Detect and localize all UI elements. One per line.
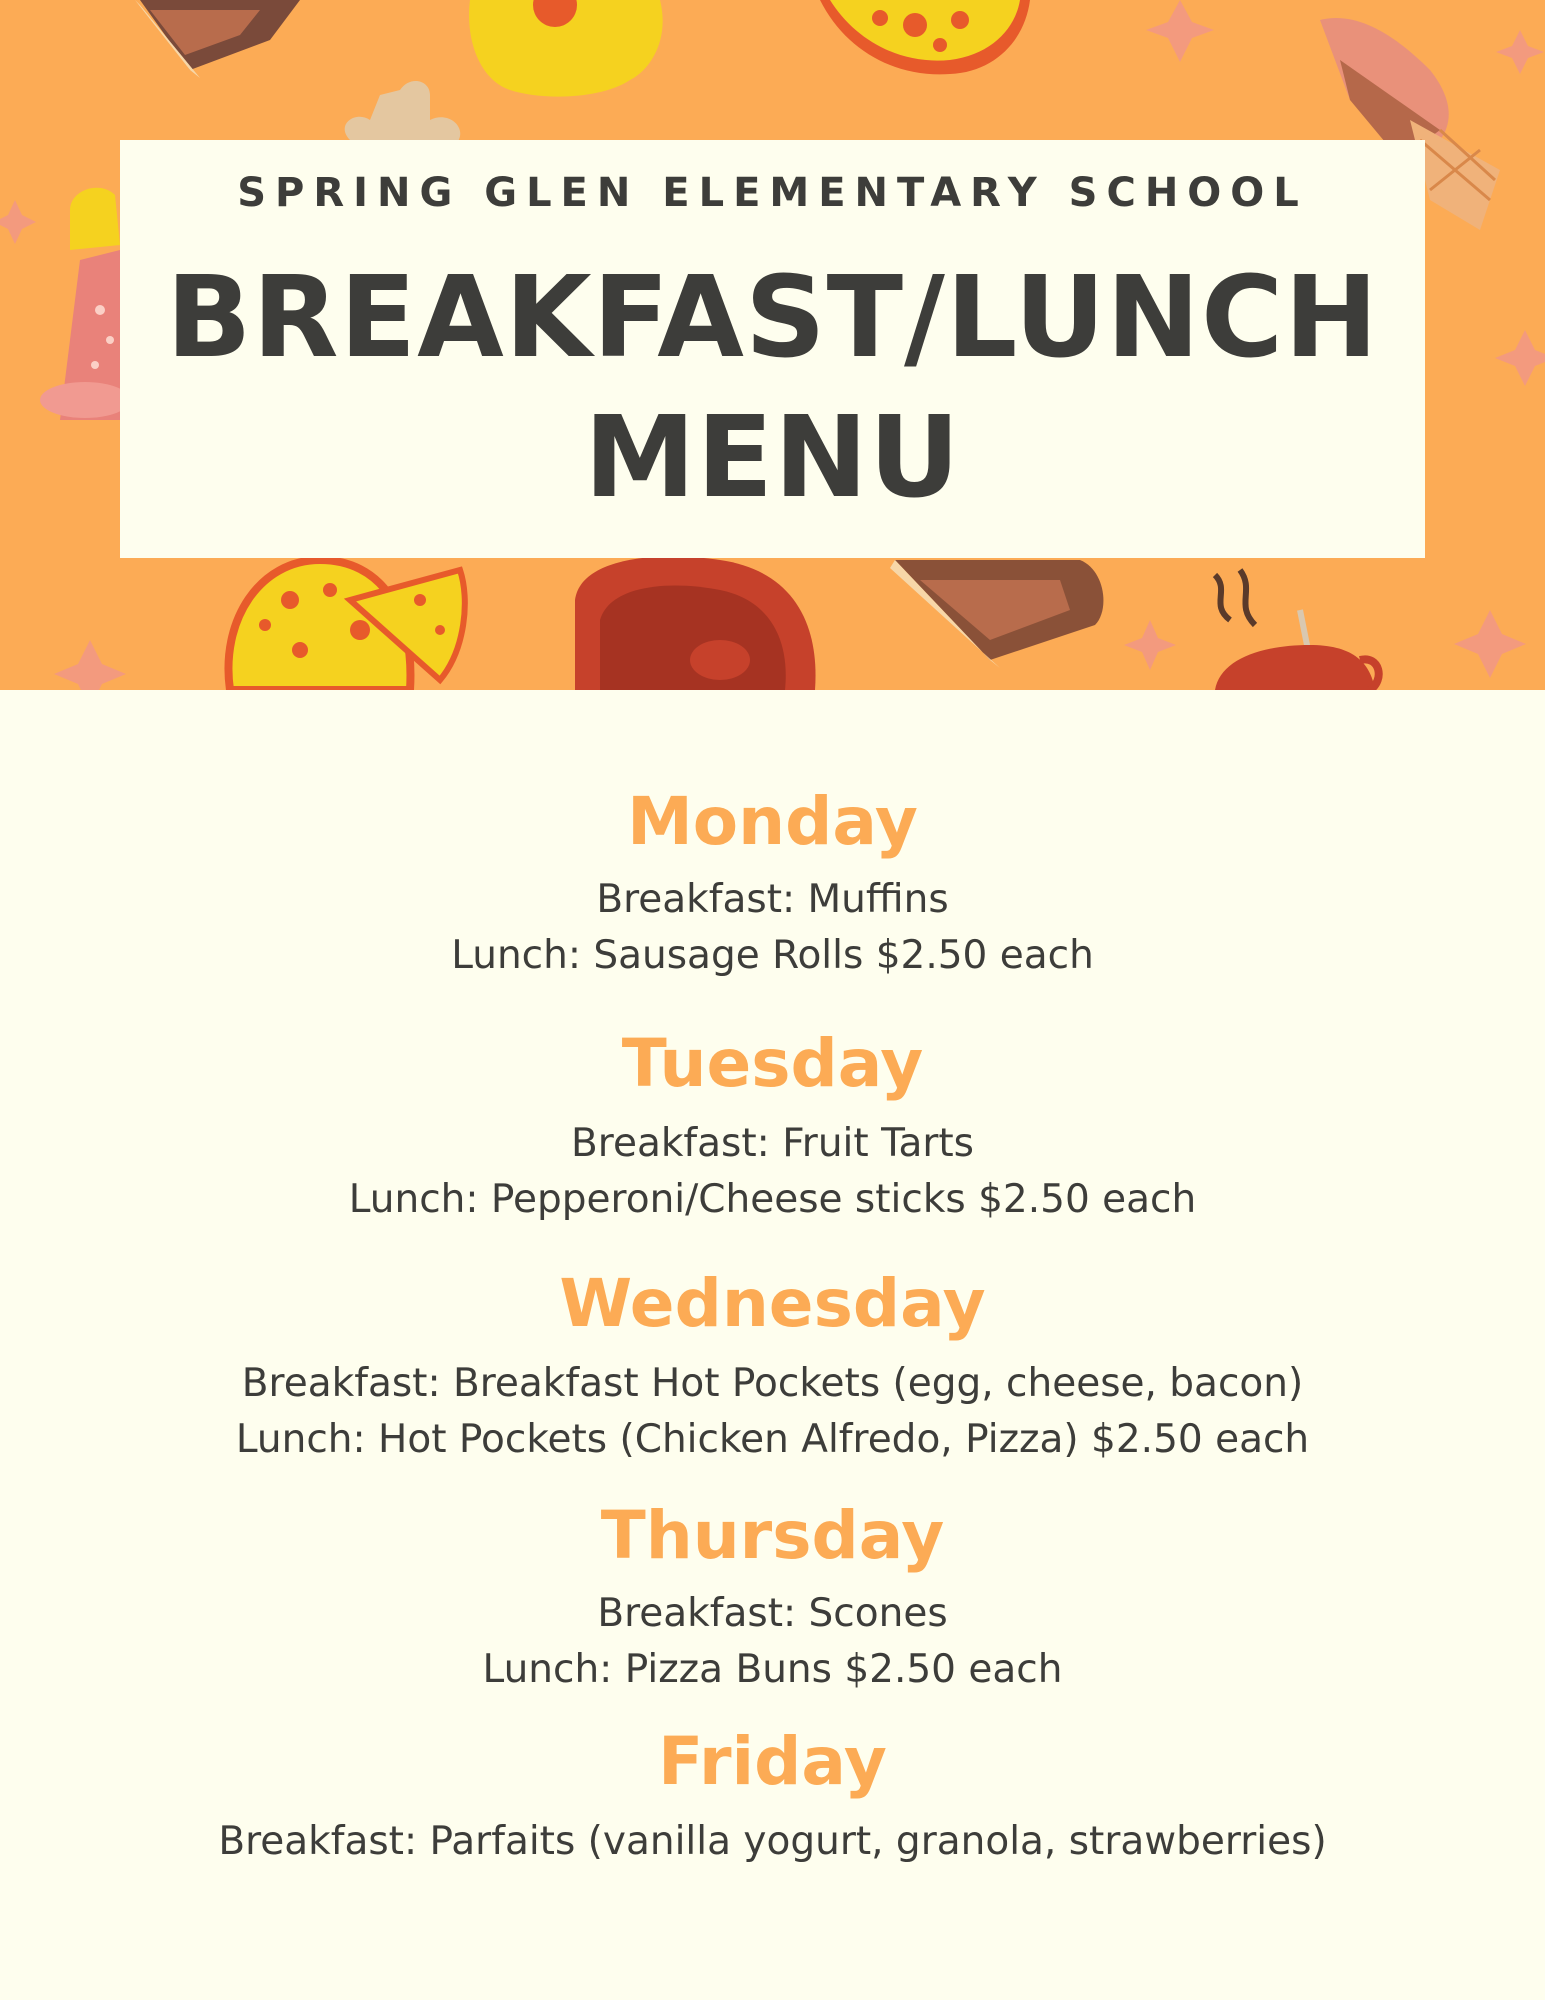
day-heading: Friday	[658, 1723, 887, 1800]
menu-title	[120, 248, 1425, 528]
pizza-slice-icon	[228, 560, 464, 690]
breakfast-item: Breakfast: Scones	[597, 1591, 948, 1636]
breakfast-item: Breakfast: Fruit Tarts	[571, 1121, 974, 1166]
title-card	[120, 140, 1425, 558]
day-monday	[0, 782, 1545, 984]
lunch-item: Lunch: Pepperoni/Cheese sticks $2.50 each	[348, 1177, 1197, 1222]
menu-title-line1: BREAKFAST/LUNCH	[166, 253, 1379, 383]
day-wednesday	[0, 1264, 1545, 1468]
lunch-item: Lunch: Hot Pockets (Chicken Alfredo, Pizza) $2.50 each	[235, 1417, 1310, 1462]
fried-egg-icon	[469, 0, 663, 97]
cake-slice-icon	[890, 560, 1103, 668]
day-friday	[0, 1722, 1545, 1870]
pizza-slice-icon	[820, 0, 1030, 74]
menu-title-line2: MENU	[584, 393, 961, 523]
coffee-cup-icon	[1215, 570, 1379, 690]
day-tuesday	[0, 1024, 1545, 1228]
school-name: SPRING GLEN ELEMENTARY SCHOOL	[237, 170, 1308, 216]
drink-glass-icon	[40, 188, 130, 420]
day-heading: Monday	[627, 783, 918, 860]
ham-icon	[575, 556, 816, 690]
lunch-item: Lunch: Pizza Buns $2.50 each	[482, 1647, 1063, 1692]
breakfast-item: Breakfast: Breakfast Hot Pockets (egg, cheese, bacon)	[241, 1361, 1304, 1406]
cake-slice-icon	[135, 0, 300, 78]
bone-icon	[345, 81, 461, 145]
breakfast-item: Breakfast: Muffins	[596, 877, 949, 922]
lunch-item: Lunch: Sausage Rolls $2.50 each	[451, 933, 1094, 978]
breakfast-item: Breakfast: Parfaits (vanilla yogurt, granola, strawberries)	[218, 1819, 1327, 1864]
day-heading: Thursday	[600, 1497, 945, 1574]
day-heading: Tuesday	[621, 1025, 924, 1102]
day-heading: Wednesday	[559, 1265, 986, 1342]
day-thursday	[0, 1496, 1545, 1698]
food-pattern-banner	[0, 0, 1545, 690]
